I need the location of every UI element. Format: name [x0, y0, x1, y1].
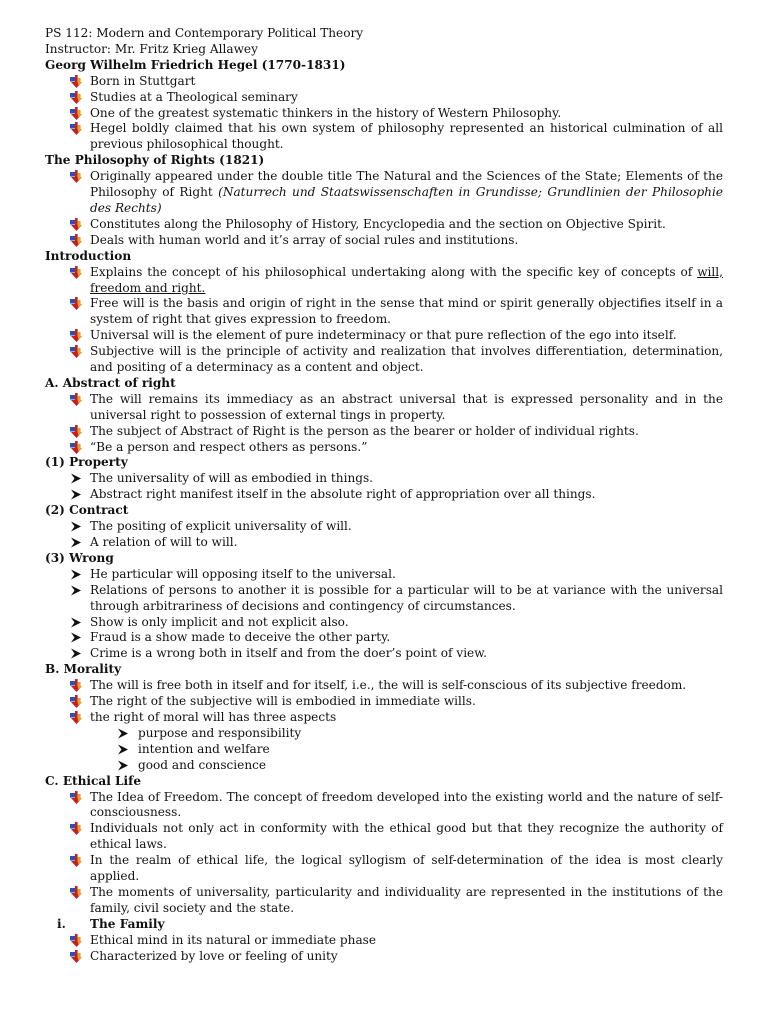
document-page [45, 26, 723, 964]
down-arrow-bullet-icon [69, 710, 84, 725]
list-item: Subjective will is the principle of activity and realization that involves differentiation, determination, and positing of a determinacy as a content and object. [45, 344, 723, 376]
roman-numeral: i. [57, 916, 66, 931]
nested-list-item: good and conscience [45, 758, 723, 774]
list-item: The will remains its immediacy as an abstract universal that is expressed personality and in the universal right to possession of external tings in property. [45, 392, 723, 424]
down-arrow-bullet-icon [69, 392, 84, 407]
arrowhead-bullet-icon [69, 630, 84, 645]
list-item: Ethical mind in its natural or immediate phase [45, 933, 723, 949]
down-arrow-bullet-icon [69, 933, 84, 948]
german-title-italic: (Naturrech und Staatswissenschaften in Grundisse; Grundlinien der Philosophie des Rechts) [90, 185, 724, 215]
down-arrow-bullet-icon [69, 853, 84, 868]
down-arrow-bullet-icon [69, 265, 84, 280]
down-arrow-bullet-icon [69, 106, 84, 121]
list-item: “Be a person and respect others as persons.” [45, 440, 723, 456]
nested-list-item: intention and welfare [45, 742, 723, 758]
arrowhead-bullet-icon [116, 742, 131, 757]
subsection-heading-family: i. The Family [57, 916, 165, 931]
list-item: The will is free both in itself and for itself, i.e., the will is self-conscious of its subjective freedom. [45, 678, 723, 694]
list-item: He particular will opposing itself to the universal. [45, 567, 723, 583]
list-item: Universal will is the element of pure indeterminacy or that pure reflection of the ego into itself. [45, 328, 723, 344]
course-title: PS 112: Modern and Contemporary Political Theory [45, 26, 364, 40]
list-item: the right of moral will has three aspects [45, 710, 723, 726]
list-item: Explains the concept of his philosophical undertaking along with the specific key of concepts of will, freedom and right. [45, 265, 723, 297]
list-item: Born in Stuttgart [45, 74, 723, 90]
down-arrow-bullet-icon [69, 821, 84, 836]
arrowhead-bullet-icon [69, 519, 84, 534]
down-arrow-bullet-icon [69, 694, 84, 709]
down-arrow-bullet-icon [69, 424, 84, 439]
list-item: The positing of explicit universality of will. [45, 519, 723, 535]
list-item: Show is only implicit and not explicit also. [45, 615, 723, 631]
arrowhead-bullet-icon [69, 646, 84, 661]
arrowhead-bullet-icon [69, 615, 84, 630]
down-arrow-bullet-icon [69, 949, 84, 964]
list-item: Characterized by love or feeling of unity [45, 949, 723, 965]
down-arrow-bullet-icon [69, 885, 84, 900]
list-item: Crime is a wrong both in itself and from the doer’s point of view. [45, 646, 723, 662]
down-arrow-bullet-icon [69, 217, 84, 232]
nested-list-item: purpose and responsibility [45, 726, 723, 742]
down-arrow-bullet-icon [69, 678, 84, 693]
down-arrow-bullet-icon [69, 328, 84, 343]
down-arrow-bullet-icon [69, 233, 84, 248]
down-arrow-bullet-icon [69, 74, 84, 89]
subsection-heading-wrong: (3) Wrong [45, 550, 114, 565]
section-heading-hegel: Georg Wilhelm Friedrich Hegel (1770-1831) [45, 57, 346, 72]
arrowhead-bullet-icon [69, 583, 84, 598]
section-heading-philosophy-of-rights: The Philosophy of Rights (1821) [45, 153, 265, 168]
list-item: Deals with human world and it’s array of social rules and institutions. [45, 233, 723, 249]
list-item: The moments of universality, particularity and individuality are represented in the institutions of the family, civil society and the state. [45, 885, 723, 917]
list-item: Studies at a Theological seminary [45, 90, 723, 106]
arrowhead-bullet-icon [69, 567, 84, 582]
key-concepts-underlined: will, freedom and right. [90, 264, 723, 295]
list-item: Relations of persons to another it is possible for a particular will to be at variance with the universal through arbitrariness of decisions and contingency of circumstances. [45, 583, 723, 615]
down-arrow-bullet-icon [69, 121, 84, 136]
list-item: Abstract right manifest itself in the absolute right of appropriation over all things. [45, 487, 723, 503]
arrowhead-bullet-icon [69, 487, 84, 502]
list-item: Individuals not only act in conformity with the ethical good but that they recognize the authority of ethical laws. [45, 821, 723, 853]
down-arrow-bullet-icon [69, 790, 84, 805]
list-item: In the realm of ethical life, the logical syllogism of self-determination of the idea is most clearly applied. [45, 853, 723, 885]
down-arrow-bullet-icon [69, 344, 84, 359]
list-item: One of the greatest systematic thinkers in the history of Western Philosophy. [45, 106, 723, 122]
arrowhead-bullet-icon [69, 535, 84, 550]
list-item: A relation of will to will. [45, 535, 723, 551]
section-heading-introduction: Introduction [45, 248, 132, 263]
down-arrow-bullet-icon [69, 90, 84, 105]
subsection-heading-property: (1) Property [45, 455, 128, 470]
list-item: The right of the subjective will is embodied in immediate wills. [45, 694, 723, 710]
list-item: Free will is the basis and origin of right in the sense that mind or spirit generally objectifies itself in a system of right that gives expression to freedom. [45, 296, 723, 328]
list-item: Originally appeared under the double title The Natural and the Sciences of the State; Elements of the Philosophy of Right (Naturrech und Staatswissenschaften in Grundisse; Grundlinien der Philosophie des Rechts) [45, 169, 723, 217]
list-item: The universality of will as embodied in things. [45, 471, 723, 487]
list-item: Constitutes along the Philosophy of History, Encyclopedia and the section on Objective Spirit. [45, 217, 723, 233]
section-heading-abstract-of-right: A. Abstract of right [45, 375, 176, 390]
subsection-heading-contract: (2) Contract [45, 503, 129, 518]
down-arrow-bullet-icon [69, 169, 84, 184]
instructor-line: Instructor: Mr. Fritz Krieg Allawey [45, 41, 258, 56]
arrowhead-bullet-icon [69, 471, 84, 486]
down-arrow-bullet-icon [69, 440, 84, 455]
arrowhead-bullet-icon [116, 758, 131, 773]
section-heading-ethical-life: C. Ethical Life [45, 773, 142, 788]
list-item: The Idea of Freedom. The concept of freedom developed into the existing world and the nature of self-consciousness. [45, 790, 723, 822]
down-arrow-bullet-icon [69, 296, 84, 311]
list-item: Hegel boldly claimed that his own system of philosophy represented an historical culmination of all previous philosophical thought. [45, 121, 723, 153]
arrowhead-bullet-icon [116, 726, 131, 741]
section-heading-morality: B. Morality [45, 662, 122, 677]
list-item: The subject of Abstract of Right is the person as the bearer or holder of individual rights. [45, 424, 723, 440]
list-item: Fraud is a show made to deceive the other party. [45, 630, 723, 646]
